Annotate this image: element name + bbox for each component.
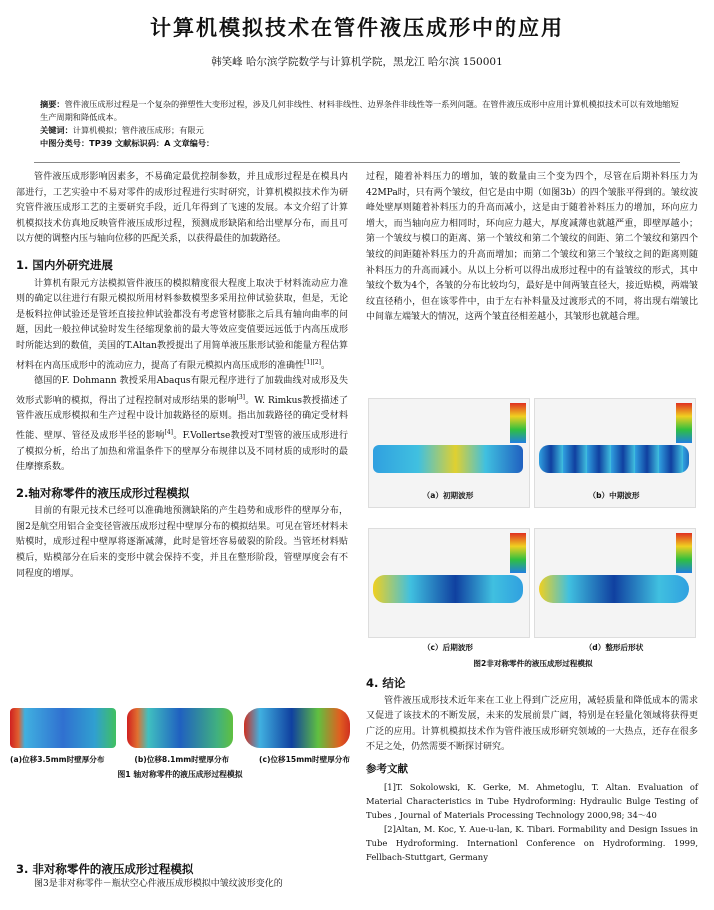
figure-2-title: 图2非对称零件的液压成形过程模拟 [473,659,593,668]
figure-1a-image [10,708,116,748]
keywords-label: 关键词： [40,125,73,135]
author-line: 韩笑峰 哈尔滨学院数学与计算机学院，黑龙江 哈尔滨 150001 [211,56,503,68]
section-3 [16,862,348,892]
figure-2c-image [368,528,530,638]
section-3-paragraph: 图3是非对称零件－瓶状空心件液压成形模拟中皱纹波形变化的 [34,879,283,889]
figure-2c-caption: （c）后期波形 [422,643,474,652]
divider-line [34,162,680,163]
right-column-paragraph: 过程，随着补料压力的增加，皱的数量由三个变为四个，尽管在后期补料压力为42MPa时，只有两个皱纹，但它是由中期（如图3b）的四个皱胀平得到的。皱纹波峰处壁厚则随着补料压力的升高而减小，这是由于随着补料压力的增加，环向应力增大，而当轴向应力相同时，环向应力越大，厚度减薄也就越严重，即壁厚越小；第一个皱纹与模口的距离、第一个皱纹和第二个皱纹的间距、第二个皱纹和第四个皱纹的间距随补料压力的升高而增加；而第二个皱纹和第三个皱纹之间的距离则随补料压力的升高而减小。从以上分析可以得出成形过程中的有益皱纹的形式，其中皱纹个数为4个，各皱的分布比较均匀，最好是中间两皱直径大，接近贴模，两端皱纹直径稍小，但在该零件中，由于左右补料量及过渡形式的不同，将出现右端皱比中间靠左端皱大的情况，这两个皱直径相差越小，其皱形也就越合理。 [366,172,698,323]
figure-1b-image [127,708,233,748]
abstract-label: 摘要： [40,99,65,109]
reference-1: [1]T. Sokolowski, K. Gerke, M. Ahmetoglu, T. Altan. Evaluation of Material Characteristics in Tube Hydroforming: Hydraulic Bulge Testing of Tubes , Journal of Materials Processing Technology 2000,98; 34～40 [366,781,698,820]
figure-2a-caption: （a）初期波形 [422,491,474,500]
figure-2b-caption: （b）中期波形 [588,491,640,500]
reference-2: [2]Altan, M. Koc, Y. Aue-u-lan, K. Tibari. Formability and Design Issues in Tube Hydroforming. Internationl Conference on Hydroforming. 1999, Fellbach-Stuttgart, Germany [366,823,698,862]
section-4-heading: 4. 结论 [366,676,406,690]
abstract-text: 管件液压成形过程是一个复杂的弹塑性大变形过程，涉及几何非线性、材料非线性、边界条件非线性等一系列问题。在管件液压成形中应用计算机模拟技术可以有效地缩短生产周期和降低成本。 [40,99,679,122]
section-3-heading: 3. 非对称零件的液压成形过程模拟 [16,862,194,876]
abstract-block [40,98,680,150]
references [366,762,698,864]
right-column [366,170,698,326]
figure-1b-caption: (b)位移8.1mm时壁厚分布 [134,755,230,764]
section-2-heading: 2.轴对称零件的液压成形过程模拟 [16,485,190,500]
figure-1c-image [244,708,350,748]
left-column [16,170,348,582]
figure-1c-caption: (c)位移15mm时壁厚分布 [259,755,350,764]
figure-2d-image [534,528,696,638]
references-heading: 参考文献 [366,762,408,775]
paper-title: 计算机模拟技术在管件液压成形中的应用 [150,16,564,40]
intro-paragraph: 管件液压成形影响因素多，不易确定最优控制参数，并且成形过程是在模具内部进行，工艺实验中不易对零件的成形过程进行实时研究，计算机模拟技术作为研究管件液压成形工艺的主要研究手段，近几年得到了飞速的发展。本文介绍了计算机模拟技术仿真地反映管件液压成形过程，预测成形缺陷和给出壁厚分布，而且可以方便的调整内压与轴向位移的匹配关系，以获得最佳的加载路径。 [16,172,348,245]
conclusion-section [366,676,698,864]
section-1-paragraph-1: 计算机有限元方法模拟管件液压的模拟精度很大程度上取决于材料流动应力准则的确定以往进行有限元模拟所用材料参数模型多采用拉伸试验获取，但是，无论是板料拉伸试验还是管坯直接拉伸试验都没有考虑管材膨胀之后具有轴向曲率的问题，因此一般拉伸试验时发生径缩现象前的最大等效应变值要远远低于内高压成形时所能达到的数值，美国的T.Altan教授提出了用简单液压胀形试验和能量方程估算材料在内高压成形中的流动应力，提高了有限元模拟内高压成形的准确性[1][2]。 [16,278,348,371]
figure-1-title: 图1 轴对称零件的液压成形过程模拟 [117,770,243,779]
figure-2d-caption: （d）整形后形状 [584,643,644,652]
classification-line: 中图分类号：TP39 文献标识码：A 文章编号： [40,138,215,148]
keywords-text: 计算机模拟；管件液压成形；有限元 [72,125,204,135]
figure-1a-caption: (a)位移3.5mm时壁厚分布 [10,755,105,764]
figure-1 [10,708,350,780]
section-4-paragraph: 管件液压成形技术近年来在工业上得到广泛应用，减轻质量和降低成本的需求又促进了该技术的不断发展，未来的发展前景广阔，特别是在轻量化领域将获得更广泛的应用。计算机模拟技术作为管件液压成形研究领域的一大热点，还存在很多不足之处，仍然需要不断探讨研究。 [366,695,698,753]
section-2-paragraph: 目前的有限元技术已经可以准确地预测缺陷的产生趋势和成形件的壁厚分布，图2是航空用铝合金变径管液压成形过程中壁厚分布的模拟结果。可见在管坯材料未贴模时，成形过程中壁厚将逐渐减薄，此时是管坯容易破裂的阶段。当管坯材料贴模后，贴模部分在后来的变形中就会保持不变，并且在整形阶段，管壁厚度会有不同程度的增厚。 [16,506,348,579]
section-1-paragraph-2: 德国的F. Dohmann 教授采用Abaqus有限元程序进行了加载曲线对成形及失效形式影响的模拟，得出了过程控制对成形结果的影响[3]。W. Rimkus教授描述了管件液压成形模拟和生产过程中设计加载路径的原则。指出加载路径的确定受材料性能、壁厚、管径及成形半径的影响[4]。F.Vollertse教授对T型管的液压成形进行了模拟分析，给出了加热和常温条件下的壁厚分布规律以及不同材质的成形时的最佳摩擦系数。 [16,376,348,473]
section-1-heading: 1. 国内外研究进展 [16,257,113,272]
